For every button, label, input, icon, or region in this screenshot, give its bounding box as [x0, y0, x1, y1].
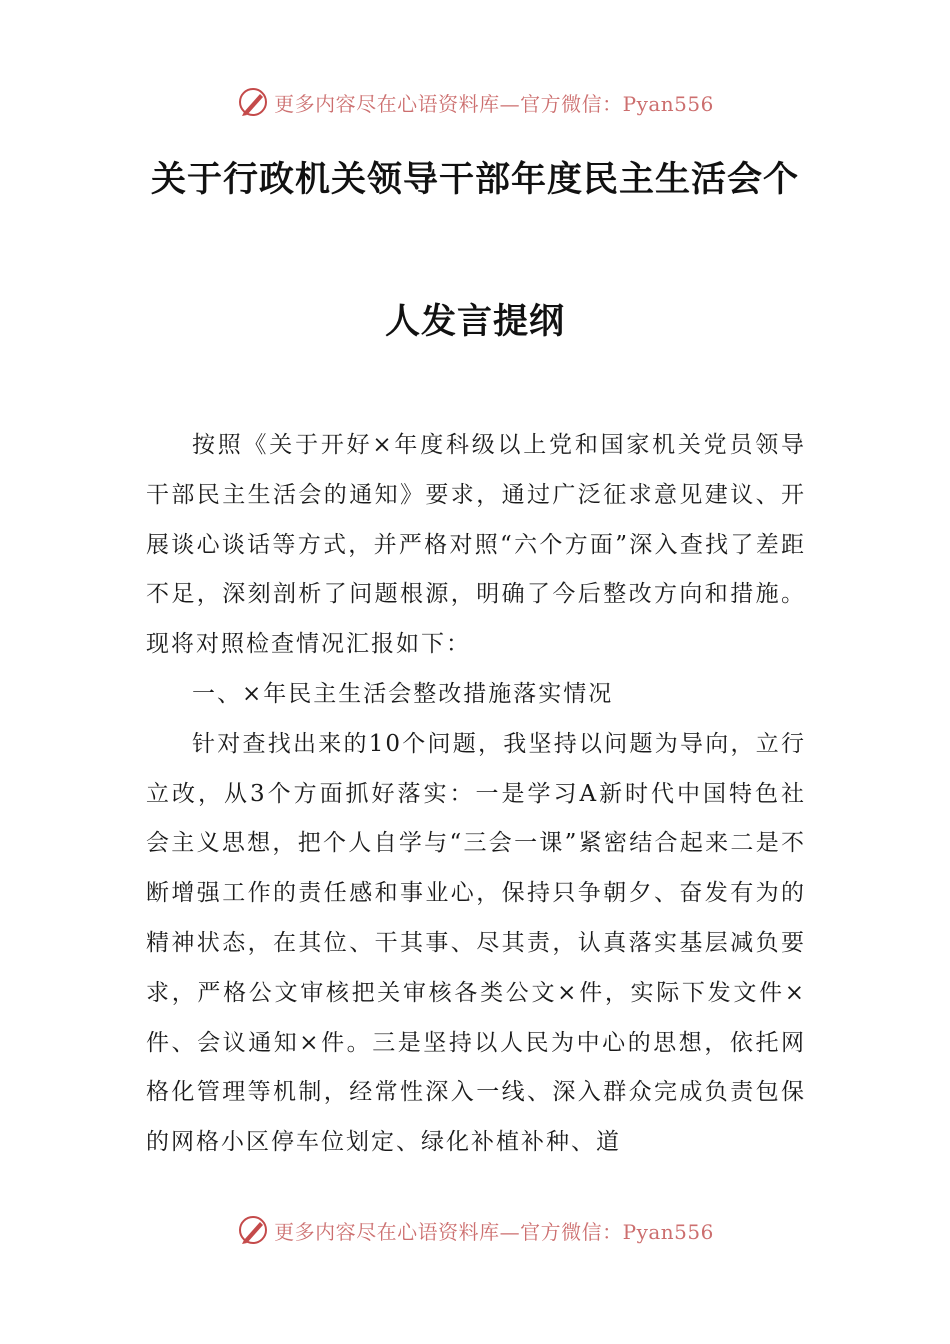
pen-logo-icon — [236, 1213, 270, 1247]
document-title-line-1: 关于行政机关领导干部年度民主生活会个 — [150, 160, 799, 200]
document-title-line-2: 人发言提纲 — [384, 302, 565, 342]
watermark-text: 更多内容尽在心语资料库—官方微信：Pyan556 — [274, 91, 714, 116]
footer-watermark — [0, 1210, 950, 1250]
pen-logo-icon — [236, 85, 270, 119]
document-body — [146, 421, 806, 1168]
watermark-text: 更多内容尽在心语资料库—官方微信：Pyan556 — [274, 1219, 714, 1244]
header-watermark — [0, 82, 950, 122]
section-heading: 一、×年民主生活会整改措施落实情况 — [192, 680, 614, 707]
paragraph-intro: 按照《关于开好×年度科级以上党和国家机关党员领导干部民主生活会的通知》要求，通过广泛征求意见建议、开展谈心谈话等方式，并严格对照“六个方面”深入查找了差距不足，深刻剖析了问题根源，明确了今后整改方向和措施。现将对照检查情况汇报如下： — [146, 432, 806, 658]
paragraph-measures: 针对查找出来的10个问题，我坚持以问题为导向，立行立改，从3个方面抓好落实：一是学习A新时代中国特色社会主义思想，把个人自学与“三会一课”紧密结合起来二是不断增强工作的责任感和事业心，保持只争朝夕、奋发有为的精神状态，在其位、干其事、尽其责，认真落实基层减负要求，严格公文审核把关审核各类公文×件，实际下发文件×件、会议通知×件。三是坚持以人民为中心的思想，依托网格化管理等机制，经常性深入一线、深入群众完成负责包保的网格小区停车位划定、绿化补植补种、道 — [146, 730, 806, 1156]
